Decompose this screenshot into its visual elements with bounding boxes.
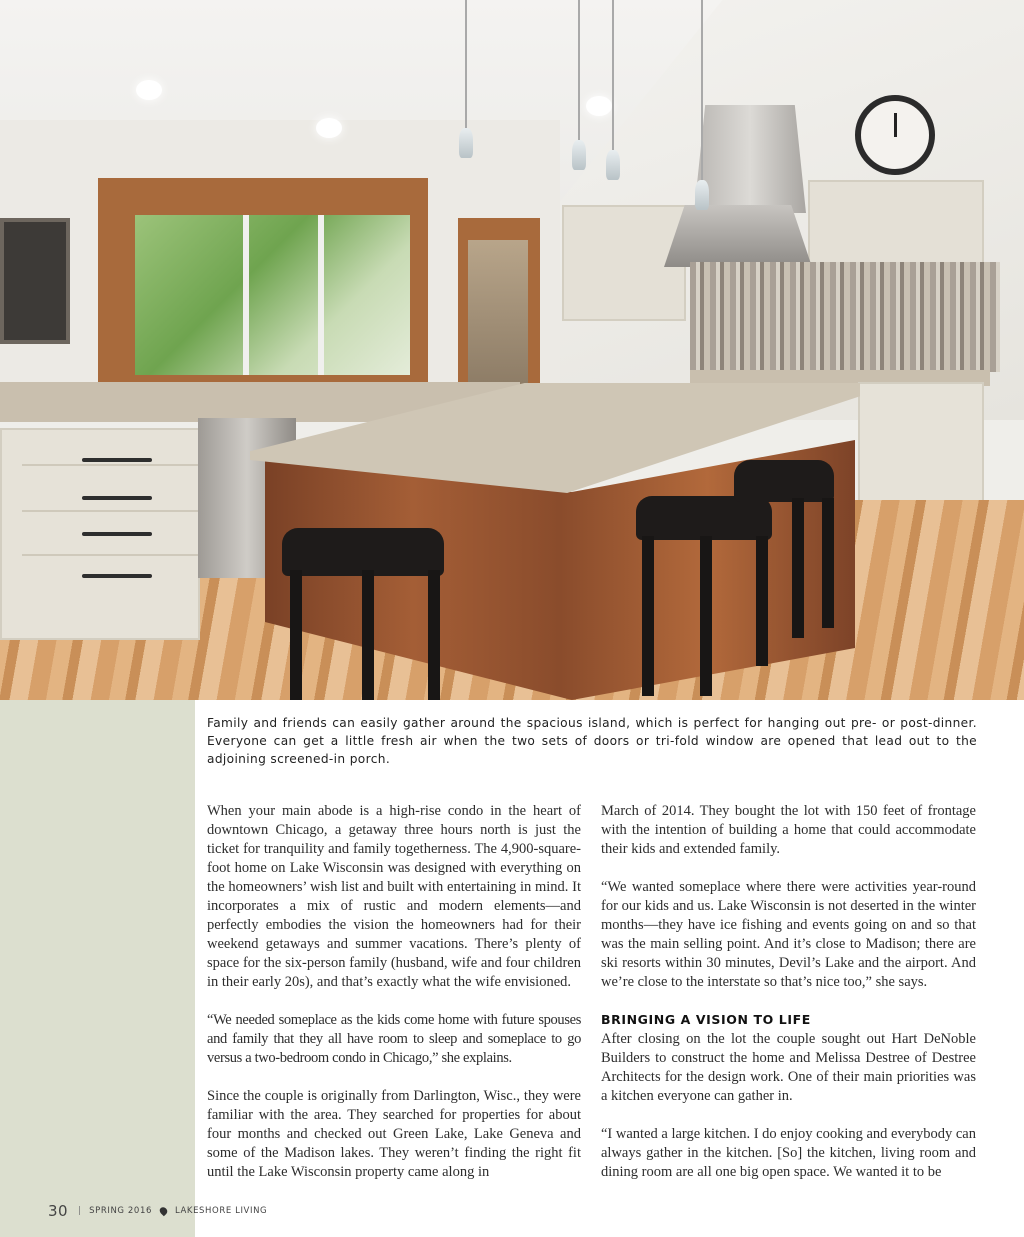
body-paragraph: “We needed someplace as the kids come home with future spouses and family that they all have room to sleep and someplace to go versus a two-bedroom condo in Chicago,” she explains.	[207, 1012, 581, 1066]
body-paragraph: After closing on the lot the couple sought out Hart DeNoble Builders to construct the home and Melissa Destree of Destree Architects for the design work. One of their main priorities was a kitchen everyone can gather in.	[601, 1031, 976, 1104]
page-footer	[48, 1202, 267, 1220]
bar-stool-seat	[636, 496, 772, 540]
footer-separator: |	[78, 1206, 82, 1216]
drawer-handle	[82, 496, 152, 500]
body-paragraph: When your main abode is a high-rise condo in the heart of downtown Chicago, a getaway three hours north is just the ticket for tranquility and family togetherness. The 4,900-square-foot home on Lake Wisconsin was designed with everything on the homeowners’ wish list and built with entertaining in mind. It incorporates a mix of rustic and modern elements—and perfectly embodies the vision the homeowners had for their weekend getaways and summer vacations. There’s plenty of space for the six-person family (husband, wife and four children in their early 20s), and that’s exactly what the wife envisioned.	[207, 803, 581, 990]
pendant-cord	[701, 0, 703, 180]
recessed-light	[586, 96, 612, 116]
recessed-light	[136, 80, 162, 100]
pendant-light	[572, 140, 586, 170]
window	[135, 215, 410, 375]
sidebar-color-block	[0, 700, 195, 1237]
pendant-cord	[612, 0, 614, 150]
tile-backsplash	[690, 262, 1000, 372]
issue-date: SPRING 2016	[89, 1206, 152, 1216]
pendant-light	[695, 180, 709, 210]
wall-clock	[855, 95, 935, 175]
bar-stool-leg	[290, 570, 302, 700]
drawer-divider	[22, 510, 198, 512]
drawer-handle	[82, 574, 152, 578]
page-number: 30	[48, 1202, 69, 1220]
wall-screen	[0, 218, 70, 344]
range-hood	[694, 105, 806, 213]
bar-stool-leg	[700, 536, 712, 696]
body-paragraph: March of 2014. They bought the lot with 150 feet of frontage with the intention of building a home that could accommodate their kids and extended family.	[601, 803, 976, 857]
drawer-handle	[82, 458, 152, 462]
doorway	[468, 240, 528, 386]
bar-stool-leg	[822, 498, 834, 628]
body-paragraph: Since the couple is originally from Darlington, Wisc., they were familiar with the area. They searched for properties for about four months and checked out Green Lake, Lake Geneva and some of the Madison lakes. They weren’t finding the right fit until the Lake Wisconsin property came along in	[207, 1088, 581, 1180]
drawer-divider	[22, 554, 198, 556]
drawer-handle	[82, 532, 152, 536]
bar-stool-leg	[362, 570, 374, 700]
pendant-light	[459, 128, 473, 158]
section-heading: BRINGING A VISION TO LIFE	[601, 1012, 811, 1027]
bar-stool-leg	[642, 536, 654, 696]
bar-stool-leg	[792, 498, 804, 638]
bar-stool-leg	[756, 536, 768, 666]
window-mullion	[243, 215, 249, 375]
drawer-cabinet	[0, 428, 200, 640]
window-mullion	[318, 215, 324, 375]
photo-caption: Family and friends can easily gather around the spacious island, which is perfect for hanging out pre- or post-dinner. Everyone can get a little fresh air when the two sets of doors or tri-fold window are opened that lead out to the adjoining screened-in porch.	[207, 716, 977, 766]
recessed-light	[316, 118, 342, 138]
body-paragraph: “I wanted a large kitchen. I do enjoy cooking and everybody can always gather in the kitchen. [So] the kitchen, living room and dining room are all one big open space. We wanted it to be	[601, 1126, 976, 1180]
lower-cabinet	[858, 382, 984, 506]
publication-name: LAKESHORE LIVING	[174, 1206, 268, 1216]
bar-stool-seat	[282, 528, 444, 576]
leaf-icon	[158, 1206, 169, 1217]
bar-stool-seat	[734, 460, 834, 502]
pendant-cord	[578, 0, 580, 140]
bar-stool-leg	[428, 570, 440, 700]
article-column-left	[207, 802, 581, 1182]
pendant-cord	[465, 0, 467, 130]
drawer-divider	[22, 464, 198, 466]
article-column-right	[601, 802, 976, 1182]
range-hood-base	[664, 205, 812, 267]
body-paragraph: “We wanted someplace where there were activities year-round for our kids and us. Lake Wisconsin is not deserted in the winter months—they have ice fishing and events going on and so that was the main selling point. And it’s close to Madison; there are ski resorts within 30 minutes, Devil’s Lake and the airport. And we’re close to the interstate so that’s nice too,” she says.	[601, 879, 976, 990]
pendant-light	[606, 150, 620, 180]
